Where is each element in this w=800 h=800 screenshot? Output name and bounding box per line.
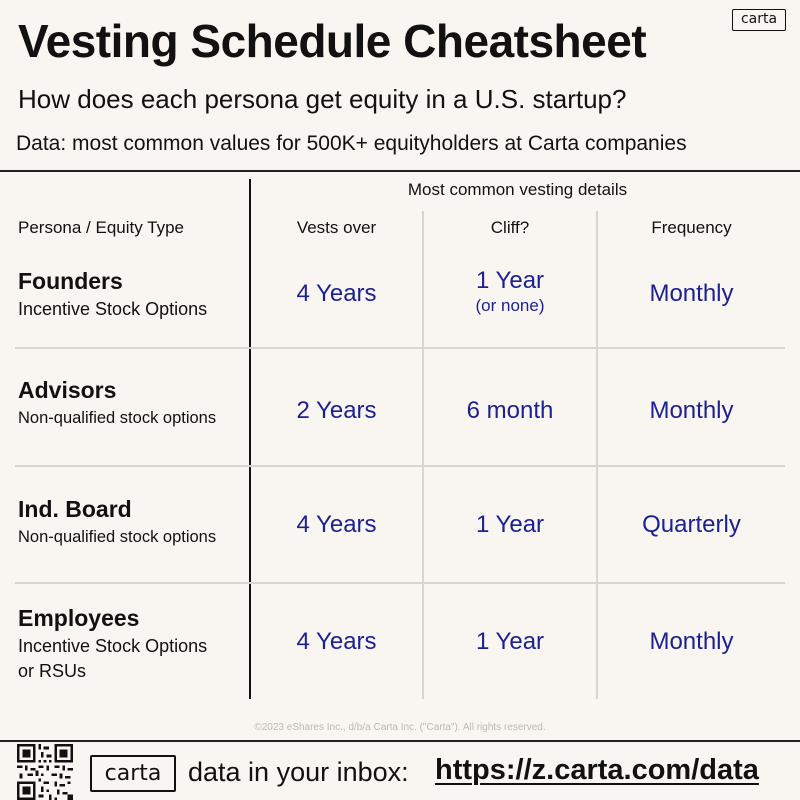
- frequency-value: Monthly: [649, 397, 734, 424]
- carta-logo-footer: carta: [90, 755, 176, 792]
- row-divider: [15, 465, 785, 467]
- row-divider: [15, 582, 785, 584]
- equity-type: Non-qualified stock options: [18, 409, 217, 427]
- persona-name: Ind. Board: [18, 496, 132, 522]
- frequency-value: Quarterly: [642, 511, 741, 538]
- persona-name: Advisors: [18, 377, 117, 403]
- cliff-value: 1 Year: [475, 628, 545, 655]
- equity-type: [18, 634, 207, 684]
- column-header-frequency: Frequency: [651, 218, 732, 237]
- equity-type: Non-qualified stock options: [18, 528, 217, 546]
- row-divider: [15, 347, 785, 349]
- equity-type: Incentive Stock Options: [18, 299, 208, 319]
- cliff-value: 1 Year: [475, 511, 545, 538]
- persona-name: Founders: [18, 268, 123, 294]
- column-header-cliff: Cliff?: [490, 218, 530, 237]
- qr-code-icon[interactable]: [17, 744, 73, 800]
- column-header-vests-over: Vests over: [296, 218, 377, 237]
- vests-over-value: 4 Years: [296, 280, 377, 307]
- vests-over-value: 4 Years: [296, 628, 377, 655]
- persona-name: Employees: [18, 605, 140, 631]
- equity-type-line: Incentive Stock Options: [18, 636, 208, 656]
- page-subtitle: How does each persona get equity in a U.S. startup?: [18, 84, 627, 114]
- cliff-value: 6 month: [466, 397, 554, 424]
- vests-over-value: 2 Years: [296, 397, 377, 424]
- equity-type-line: or RSUs: [18, 661, 87, 681]
- cliff-cell: [424, 266, 596, 316]
- cliff-value: 1 Year: [475, 267, 545, 294]
- copyright-notice: ©2023 eShares Inc., d/b/a Carta Inc. ("Carta"). All rights reserved.: [254, 722, 546, 733]
- carta-logo: carta: [732, 9, 786, 31]
- persona-column-divider: [249, 179, 251, 699]
- inbox-prompt: data in your inbox:: [188, 757, 409, 787]
- bottom-divider: [0, 740, 800, 742]
- data-note: Data: most common values for 500K+ equityholders at Carta companies: [16, 132, 687, 155]
- frequency-value: Monthly: [649, 280, 734, 307]
- group-header: Most common vesting details: [407, 180, 628, 199]
- page-title: Vesting Schedule Cheatsheet: [18, 15, 647, 67]
- top-divider: [0, 170, 800, 172]
- vests-over-value: 4 Years: [296, 511, 377, 538]
- cliff-note: (or none): [475, 296, 545, 315]
- frequency-value: Monthly: [649, 628, 734, 655]
- subscribe-link[interactable]: https://z.carta.com/data: [435, 754, 759, 786]
- column-header-persona: Persona / Equity Type: [18, 218, 185, 237]
